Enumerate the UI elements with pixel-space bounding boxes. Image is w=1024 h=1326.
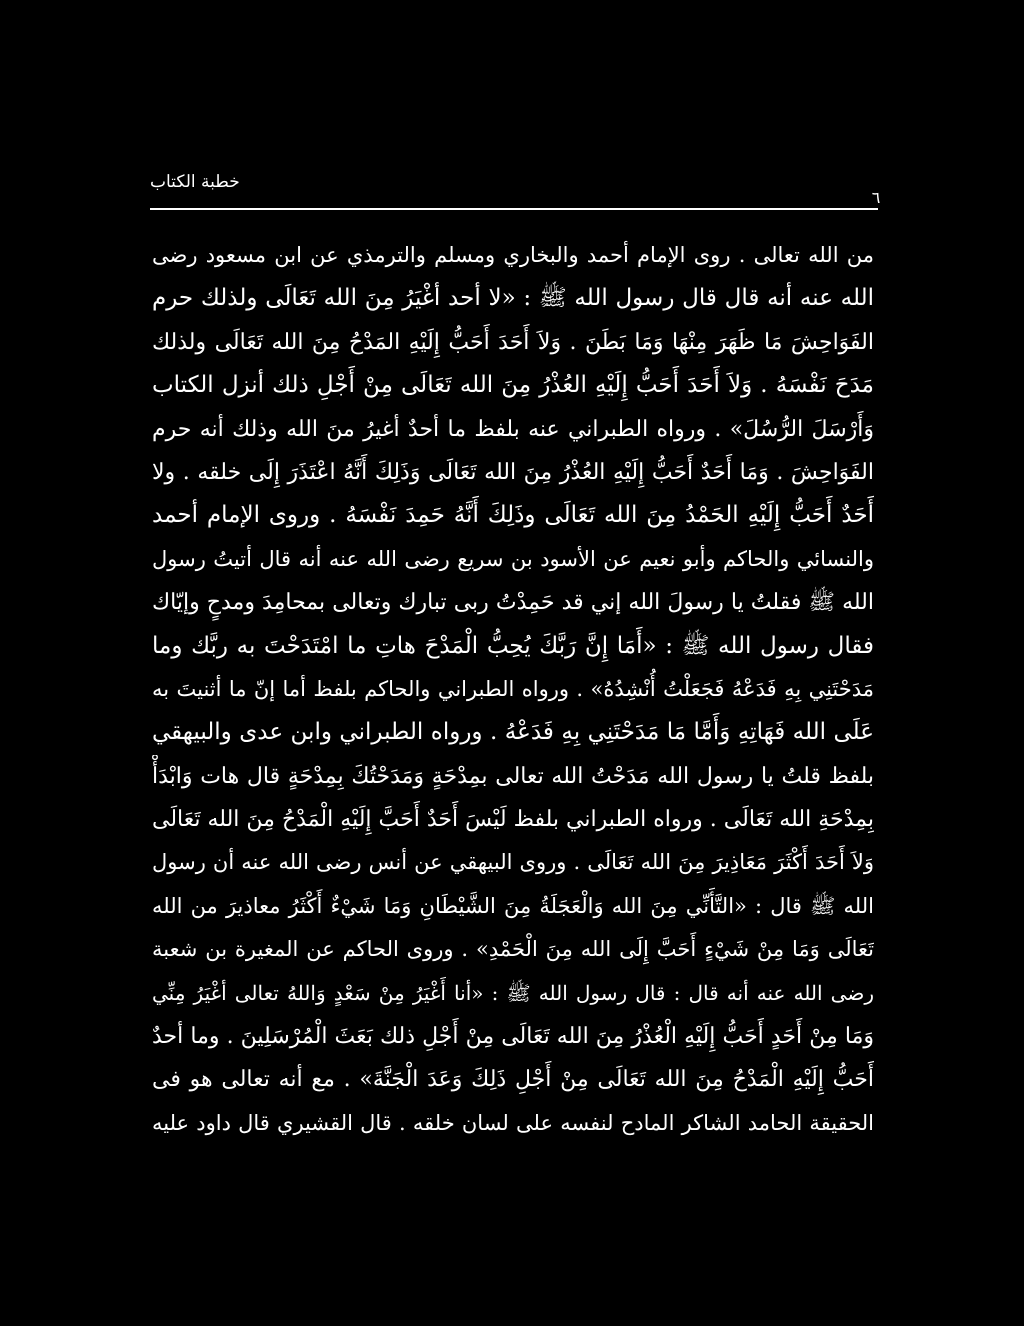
text-line: وَأَرْسَلَ الرُّسُلَ» . ورواه الطبراني عنه بلفظ ما أحدٌ أغيرُ منَ الله وذلك أنه حرم [152, 416, 874, 442]
text-line: وَمَا مِنْ أَحَدٍ أَحَبُّ إِلَيْهِ الْعُذْرُ مِنَ الله تَعَالَى مِنْ أَجْلِ ذلك بَعَثَ الْمُرْسَلِينَ . وما أحدٌ [152, 1024, 874, 1050]
text-line: فقال رسول الله ﷺ : «أَمَا إِنَّ رَبَّكَ يُحِبُّ الْمَدْحَ هاتِ ما امْتَدَحْتَ به ربَّك وما [152, 632, 874, 659]
text-line: من الله تعالى . روى الإمام أحمد والبخاري ومسلم والترمذي عن ابن مسعود رضى [152, 243, 874, 267]
text-line: أَحَبُّ إِلَيْهِ الْمَدْحُ مِنَ الله تَعَالَى مِنْ أَجْلِ ذَلِكَ وَعَدَ الْجَنَّةَ» . مع أنه تعالى هو فى [152, 1067, 874, 1093]
text-line: مَدَحَ نَفْسَهُ . وَلاَ أَحَدَ أَحَبُّ إِلَيْهِ العُذْرُ مِنَ الله تَعَالَى مِنْ أَجْلِ ذلك أنزل الكتاب [152, 372, 874, 399]
text-line: الفَوَاحِشَ . وَمَا أَحَدٌ أَحَبُّ إِلَيْهِ العُذْرُ مِنَ الله تَعَالَى وَذَلِكَ أَنَّهُ اعْتَذَرَ إِلَى خلقه . ولا [152, 459, 874, 485]
text-line: الله ﷺ فقلتُ يا رسولَ الله إني قد حَمِدْتُ ربى تبارك وتعالى بمحامِدَ ومدحٍ وإيّاك [152, 590, 874, 616]
text-line: رضى الله عنه أنه قال : قال رسول الله ﷺ : «أنا أَغْيَرُ مِنْ سَعْدٍ وَاللهُ تعالى أغْيَرُ مِنِّي [152, 980, 874, 1005]
text-line: مَدَحْتَنِي بِهِ فَدَعْهُ فَجَعَلْتُ أُنْشِدُهُ» . ورواه الطبراني والحاكم بلفظ أما إنّ ما أثنيتَ به [152, 676, 874, 701]
text-line: أَحَدٌ أَحَبُّ إِلَيْهِ الحَمْدُ مِنَ الله تَعَالَى وذَلِكَ أَنَّهُ حَمِدَ نَفْسَهُ . وروى الإمام أحمد [152, 502, 874, 529]
text-line: والنسائي والحاكم وأبو نعيم عن الأسود بن سريع رضى الله عنه أنه قال أتيتُ رسول [152, 546, 874, 571]
text-line: وَلاَ أَحَدَ أَكْثَرَ مَعَاذِيرَ مِنَ الله تَعَالَى . وروى البيهقي عن أنس رضى الله عنه أن رسول [152, 850, 874, 875]
header-rule [150, 208, 878, 210]
text-line: تَعَالَى وَمَا مِنْ شَيْءٍ أَحَبَّ إِلَى الله مِنَ الْحَمْدِ» . وروى الحاكم عن المغيرة بن شعبة [152, 937, 874, 962]
running-title [150, 172, 1024, 192]
text-line: عَلَى الله فَهَاتِهِ وَأَمَّا مَا مَدَحْتَنِي بِهِ فَدَعْهُ . ورواه الطبراني وابن عدى والبيهقي [152, 719, 874, 746]
page-number: ٦ [871, 188, 881, 207]
text-line: الحقيقة الحامد الشاكر المادح لنفسه على لسان خلقه . قال القشيري قال داود عليه [152, 1110, 874, 1135]
body-text [152, 234, 874, 1145]
text-line: الله عنه أنه قال قال رسول الله ﷺ : «لا أحد أغْيَرُ مِنَ الله تَعَالَى ولذلك حرم [152, 285, 874, 312]
text-line: بِمِدْحَةِ الله تَعَالَى . ورواه الطبراني بلفظ لَيْسَ أَحَدٌ أَحَبَّ إِلَيْهِ الْمَدْحُ مِنَ الله تَعَالَى [152, 807, 874, 833]
text-line: الفَوَاحِشَ مَا ظَهَرَ مِنْهَا وَمَا بَطَنَ . وَلاَ أَحَدَ أَحَبُّ إِلَيْهِ المَدْحُ مِنَ الله تَعَالَى ولذلك [152, 329, 874, 355]
text-line: الله ﷺ قال : «التَّأَنِّي مِنَ الله وَالْعَجَلَةُ مِنَ الشَّيْطَانِ وَمَا شَيْءٌ أَكْثَرُ معاذيرَ من الله [152, 893, 874, 918]
running-title-text: خطبة الكتاب [150, 172, 240, 192]
text-line: بلفظ قلتُ يا رسول الله مَدَحْتُ الله تعالى بمِدْحَةٍ وَمَدَحْتُكَ بِمِدْحَةٍ قال هات وَابْدَأْ [152, 763, 874, 789]
